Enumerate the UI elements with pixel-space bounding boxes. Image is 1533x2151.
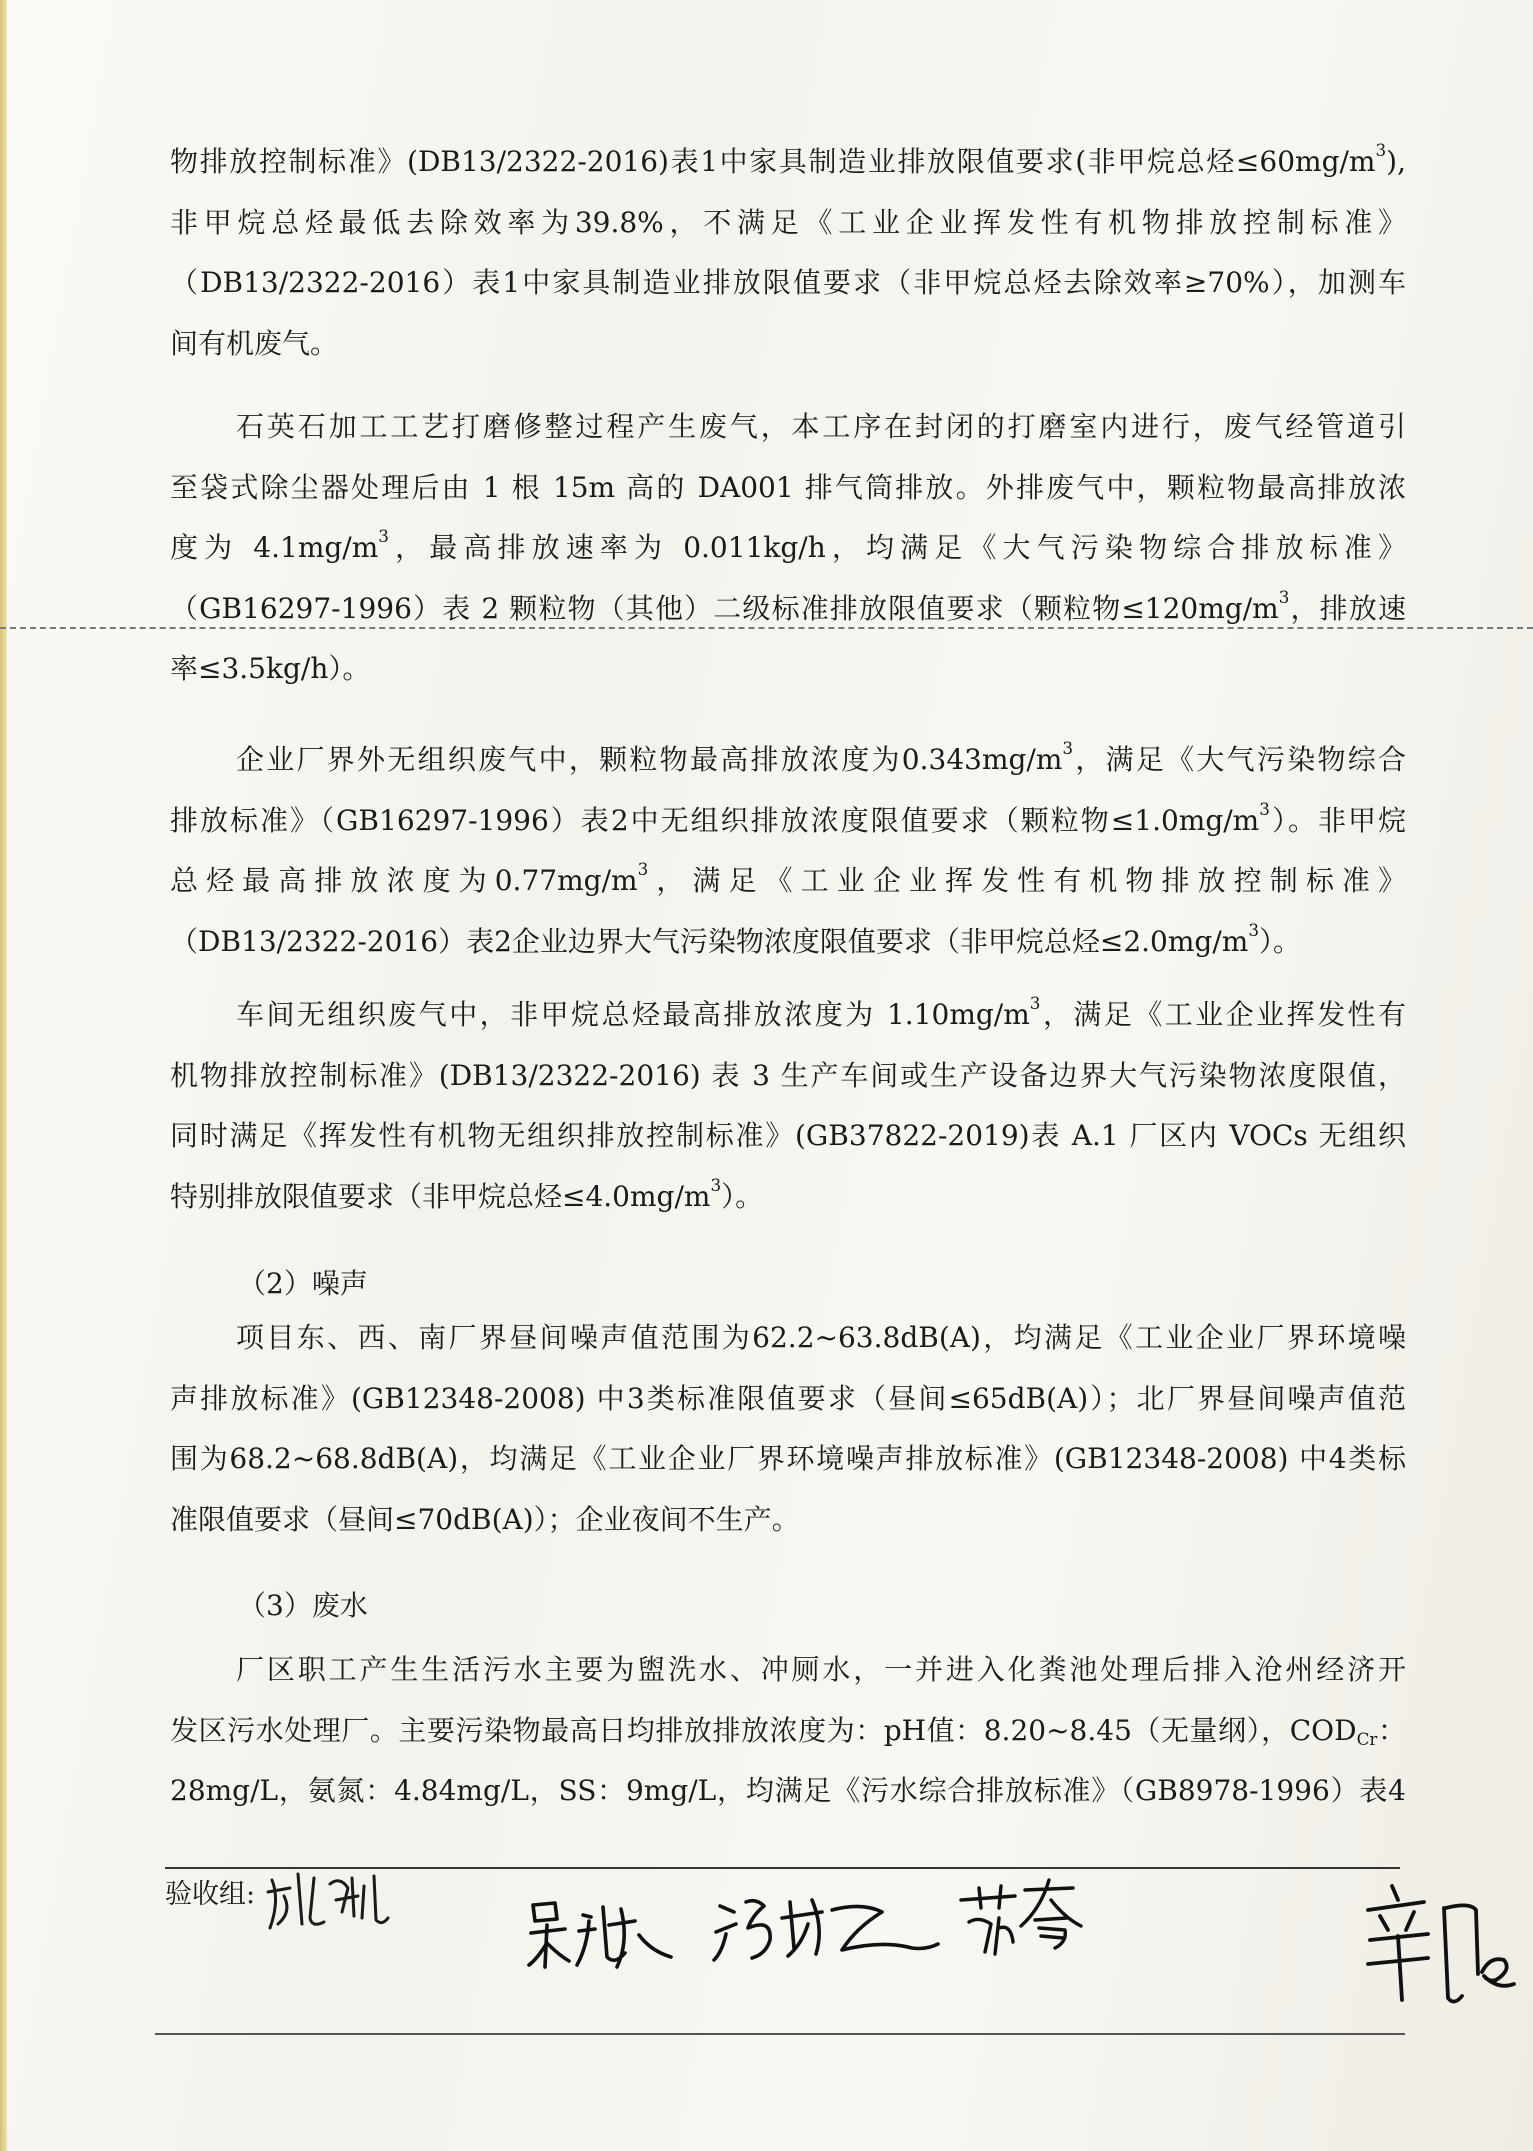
paragraph-voc-efficiency: [170, 132, 1406, 374]
text-line: 石英石加工工艺打磨修整过程产生废气，本工序在封闭的打磨室内进行，废气经管道引: [236, 410, 1406, 443]
paragraph-noise: [170, 1308, 1406, 1550]
signature-2: [525, 1895, 675, 1975]
fold-line: [0, 627, 1533, 629]
signature-5: [1358, 1880, 1518, 2020]
text-line: 车间无组织废气中，非甲烷总烃最高排放浓度为 $1.10mg/m^3$，满足《工业企业挥发性有: [236, 992, 1406, 1031]
paragraph-workshop-fugitive: [170, 985, 1406, 1227]
text-line: 物排放控制标准》(DB13/2322-2016)表1中家具制造业排放限值要求(非甲烷总烃$\le 60mg/m^3$),: [170, 139, 1406, 178]
text-line: （GB16297-1996）表 2 颗粒物（其他）二级标准排放限值要求（颗粒物$\le 120mg/m^3$，排放速: [170, 586, 1406, 625]
paper-edge: [0, 0, 7, 2151]
heading-noise: （2）噪声: [238, 1267, 368, 1300]
text-line: 项目东、西、南厂界昼间噪声值范围为62.2~63.8dB(A)，均满足《工业企业厂界环境噪: [236, 1321, 1406, 1354]
text-line: （DB13/2322-2016）表1中家具制造业排放限值要求（非甲烷总烃去除效率≥70%），加测车: [170, 266, 1406, 299]
text-line: 厂区职工产生生活污水主要为盥洗水、冲厕水，一并进入化粪池处理后排入沧州经济开: [236, 1653, 1406, 1686]
text-line: 围为68.2~68.8dB(A)，均满足《工业企业厂界环境噪声排放标准》(GB12348-2008) 中4类标: [170, 1442, 1406, 1475]
text-line: 同时满足《挥发性有机物无组织排放控制标准》(GB37822-2019)表 A.1 厂区内 VOCs 无组织: [170, 1119, 1406, 1152]
text-line: 准限值要求（昼间≤70dB(A)）；企业夜间不生产。: [170, 1502, 800, 1536]
text-line: 排放标准》（GB16297-1996）表2中无组织排放浓度限值要求（颗粒物$\le 1.0mg/m^3$）。非甲烷: [170, 798, 1406, 837]
text-line: 间有机废气。: [170, 326, 339, 360]
acceptance-group-label: 验收组:: [165, 1879, 256, 1910]
text-line: 率≤3.5kg/h）。: [170, 652, 371, 685]
signature-3: [712, 1888, 942, 1968]
text-line: 特别排放限值要求（非甲烷总烃$\le 4.0mg/m^3$）。: [170, 1174, 764, 1213]
text-line: 声排放标准》(GB12348-2008) 中3类标准限值要求（昼间≤65dB(A)）；北厂界昼间噪声值范: [170, 1381, 1406, 1415]
text-line: 发区污水处理厂。主要污染物最高日均排放排放浓度为：pH值：8.20~8.45（无量纲），$COD_{Cr}$：: [170, 1713, 1406, 1749]
text-line: 度为 $4.1mg/m^3$，最高排放速率为 0.011kg/h，均满足《大气污染物综合排放标准》: [170, 525, 1407, 564]
text-line: 28mg/L，氨氮：4.84mg/L，SS：9mg/L，均满足《污水综合排放标准》（GB8978-1996）表4: [170, 1774, 1406, 1807]
text-line: 总烃最高排放浓度为$0.77mg/m^3$，满足《工业企业挥发性有机物排放控制标准》: [170, 858, 1406, 897]
signature-1: [262, 1866, 392, 1936]
text-line: 机物排放控制标准》(DB13/2322-2016) 表 3 生产车间或生产设备边界大气污染物浓度限值，: [170, 1058, 1406, 1092]
text-line: （DB13/2322-2016）表2企业边界大气污染物浓度限值要求（非甲烷总烃$\le 2.0mg/m^3$）。: [170, 919, 1302, 958]
text-line: 非甲烷总烃最低去除效率为39.8%，不满足《工业企业挥发性有机物排放控制标准》: [170, 205, 1406, 239]
paragraph-particulate-dust: [170, 397, 1406, 700]
paragraph-wastewater: [170, 1640, 1406, 1822]
bottom-divider: [155, 2033, 1405, 2035]
heading-wastewater: （3）废水: [238, 1589, 368, 1622]
signature-4: [955, 1878, 1085, 1958]
paragraph-boundary-fugitive: [170, 730, 1406, 972]
text-line: 至袋式除尘器处理后由 1 根 15m 高的 DA001 排气筒排放。外排废气中，颗粒物最高排放浓: [170, 470, 1406, 504]
text-line: 企业厂界外无组织废气中，颗粒物最高排放浓度为$0.343mg/m^3$，满足《大气污染物综合: [236, 737, 1406, 776]
